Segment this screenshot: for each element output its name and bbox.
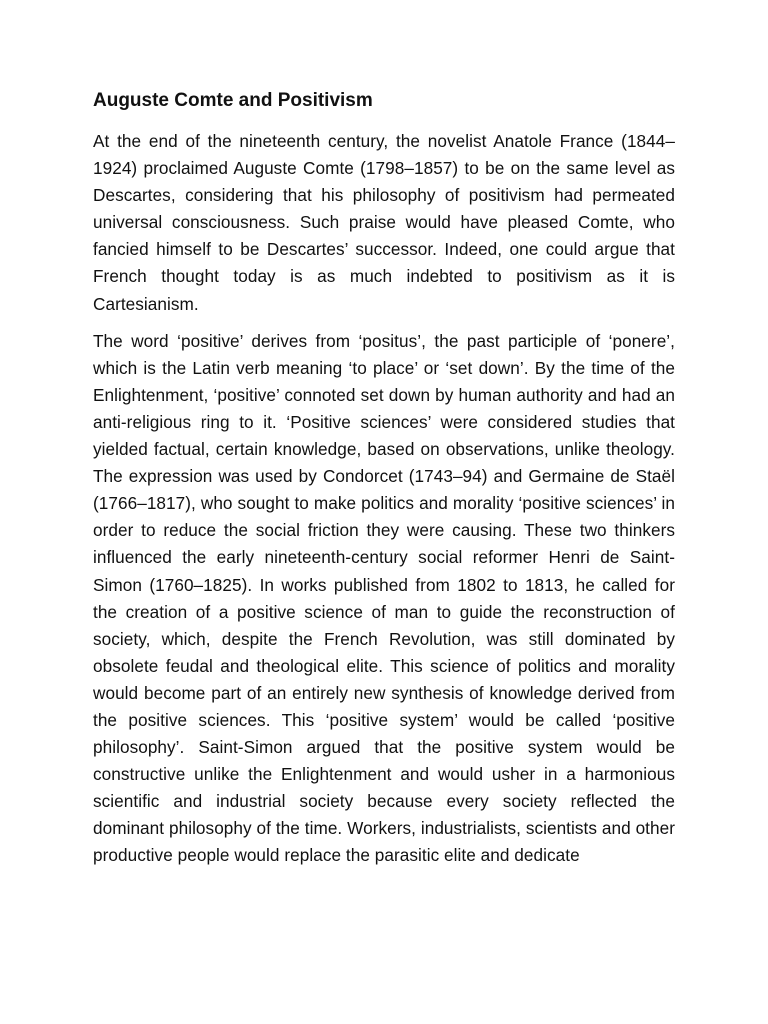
paragraph-2: The word ‘positive’ derives from ‘positus’, the past participle of ‘ponere’, which is the Latin verb meaning ‘to place’ or ‘set down’. By the time of the Enlightenment, ‘positive’ connoted set down by human authority and had an anti-religious ring to it. ‘Positive sciences’ were considered studies that yielded factual, certain knowledge, based on observations, unlike theology. The expression was used by Condorcet (1743–94) and Germaine de Staël (1766–1817), who sought to make politics and morality ‘positive sciences’ in order to reduce the social friction they were causing. These two thinkers influenced the early nineteenth-century social reformer Henri de Saint-Simon (1760–1825). In works published from 1802 to 1813, he called for the creation of a positive science of man to guide the reconstruction of society, which, despite the French Revolution, was still dominated by obsolete feudal and theological elite. This science of politics and morality would become part of an entirely new synthesis of knowledge derived from the positive sciences. This ‘positive system’ would be called ‘positive philosophy’. Saint-Simon argued that the positive system would be constructive unlike the Enlightenment and would usher in a harmonious scientific and industrial society because every society reflected the dominant philosophy of the time. Workers, industrialists, scientists and other productive people would replace the parasitic elite and dedicate [93,330,675,866]
document-body [93,88,675,880]
paragraph-1: At the end of the nineteenth century, the novelist Anatole France (1844–1924) proclaimed Auguste Comte (1798–1857) to be on the same level as Descartes, considering that his philosophy of positivism had permeated universal consciousness. Such praise would have pleased Comte, who fancied himself to be Descartes’ successor. Indeed, one could argue that French thought today is as much indebted to positivism as it is Cartesianism. [93,131,675,314]
page-title: Auguste Comte and Positivism [93,90,373,111]
